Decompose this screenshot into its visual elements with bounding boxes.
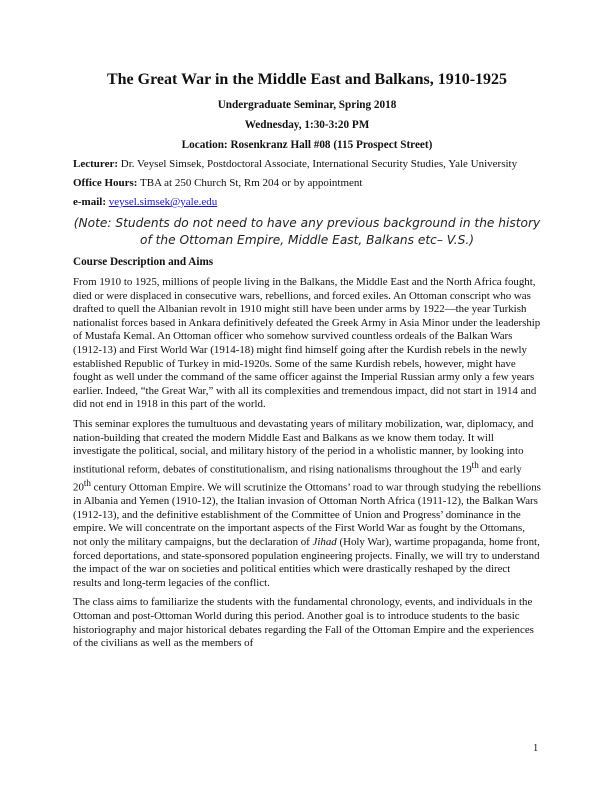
paragraph-3: The class aims to familiarize the students with the fundamental chronology, events, and individuals in the Ottoman and post-Ottoman World during this period. Another goal is to introduce students to the basic historiography and major historical debates regarding the Fall of the Ottoman Empire and the experiences of the civilians as well as the members of <box>73 596 534 650</box>
paragraph-2-part-c: century Ottoman Empire. We will scrutinize the Ottomans’ road to war through studying the rebellions in Albania and Yemen (1910-12), the Italian invasion of Ottoman North Africa (1911-12), the Balkan Wars (1912-13), and the definitive establishment of the Committee of Union and Progress’ dominance in the empire. We will concentrate on the important aspects of the First World War as fought by the Ottomans, not only the military campaigns, but the declaration of <box>73 481 541 548</box>
office-hours-label: Office Hours: <box>73 177 138 189</box>
office-hours-value: TBA at 250 Church St, Rm 204 or by appointment <box>140 177 363 189</box>
jihad-term: Jihad <box>312 535 337 548</box>
document-title: The Great War in the Middle East and Balkans, 1910-1925 <box>106 71 508 88</box>
superscript-th-2: th <box>83 477 91 488</box>
paragraph-2-part-a: This seminar explores the tumultuous and devastating years of military mobilization, war, diplomacy, and nation-building that created the modern Middle East and Balkans as we know them today. It will investigate the political, social, and military history of the period in a wholistic manner, by looking into institutional reform, debates of constitutionalism, and rising nationalisms throughout the 19 <box>73 417 534 476</box>
page-number: 1 <box>533 743 539 754</box>
superscript-th-1: th <box>471 459 479 470</box>
office-hours-line <box>73 177 541 190</box>
paragraph-1: From 1910 to 1925, millions of people living in the Balkans, the Middle East and the North Africa fought, died or were displaced in consecutive wars, rebellions, and forced exiles. An Ottoman conscript who was drafted to quell the Albanian revolt in 1910 might still have been under arms by 1922—the year Turkish nationalist forces based in Ankara definitively defeated the Greek Army in Asia Minor under the leadership of Mustafa Kemal. An Ottoman officer who somehow survived countless ordeals of the Balkan Wars (1912-13) and First World War (1914-18) might find himself going after the Kurdish rebels in the newly established Republic of Turkey in mid-1920s. Some of the same Kurdish rebels, however, might have fought as well under the command of the same officer against the Imperial Russian army only a few years earlier. Indeed, “the Great War,” with all its complexities and tremendous impact, did not start in 1914 and did not end in 1918 in this part of the world. <box>73 276 541 411</box>
section-heading: Course Description and Aims <box>73 256 214 268</box>
paragraph-2-part-b: and early 20 <box>73 463 522 494</box>
lecturer-value: Dr. Veysel Simsek, Postdoctoral Associate, International Security Studies, Yale University <box>120 158 518 170</box>
document-content <box>73 70 541 657</box>
course-location: Location: Rosenkranz Hall #08 (115 Prospect Street) <box>181 139 433 151</box>
background-note: (Note: Students do not need to have any previous background in the history of the Ottoman Empire, Middle East, Balkans etc– V.S.) <box>73 216 541 247</box>
paragraph-2 <box>73 418 541 590</box>
course-subtitle: Undergraduate Seminar, Spring 2018 <box>217 99 397 111</box>
lecturer-line <box>73 158 541 171</box>
lecturer-label: Lecturer: <box>73 158 118 170</box>
course-schedule: Wednesday, 1:30-3:20 PM <box>244 119 370 131</box>
email-line <box>73 196 541 209</box>
email-link[interactable]: veysel.simsek@yale.edu <box>108 196 218 208</box>
paragraph-2-part-d: (Holy War), wartime propaganda, home front, forced deportations, and state-sponsored population engineering projects. Finally, we will try to understand the impact of the war on societies and political entities which were drastically reshaped by the direct results and long-term legacies of the conflict. <box>73 535 540 589</box>
email-label: e-mail: <box>73 196 106 208</box>
